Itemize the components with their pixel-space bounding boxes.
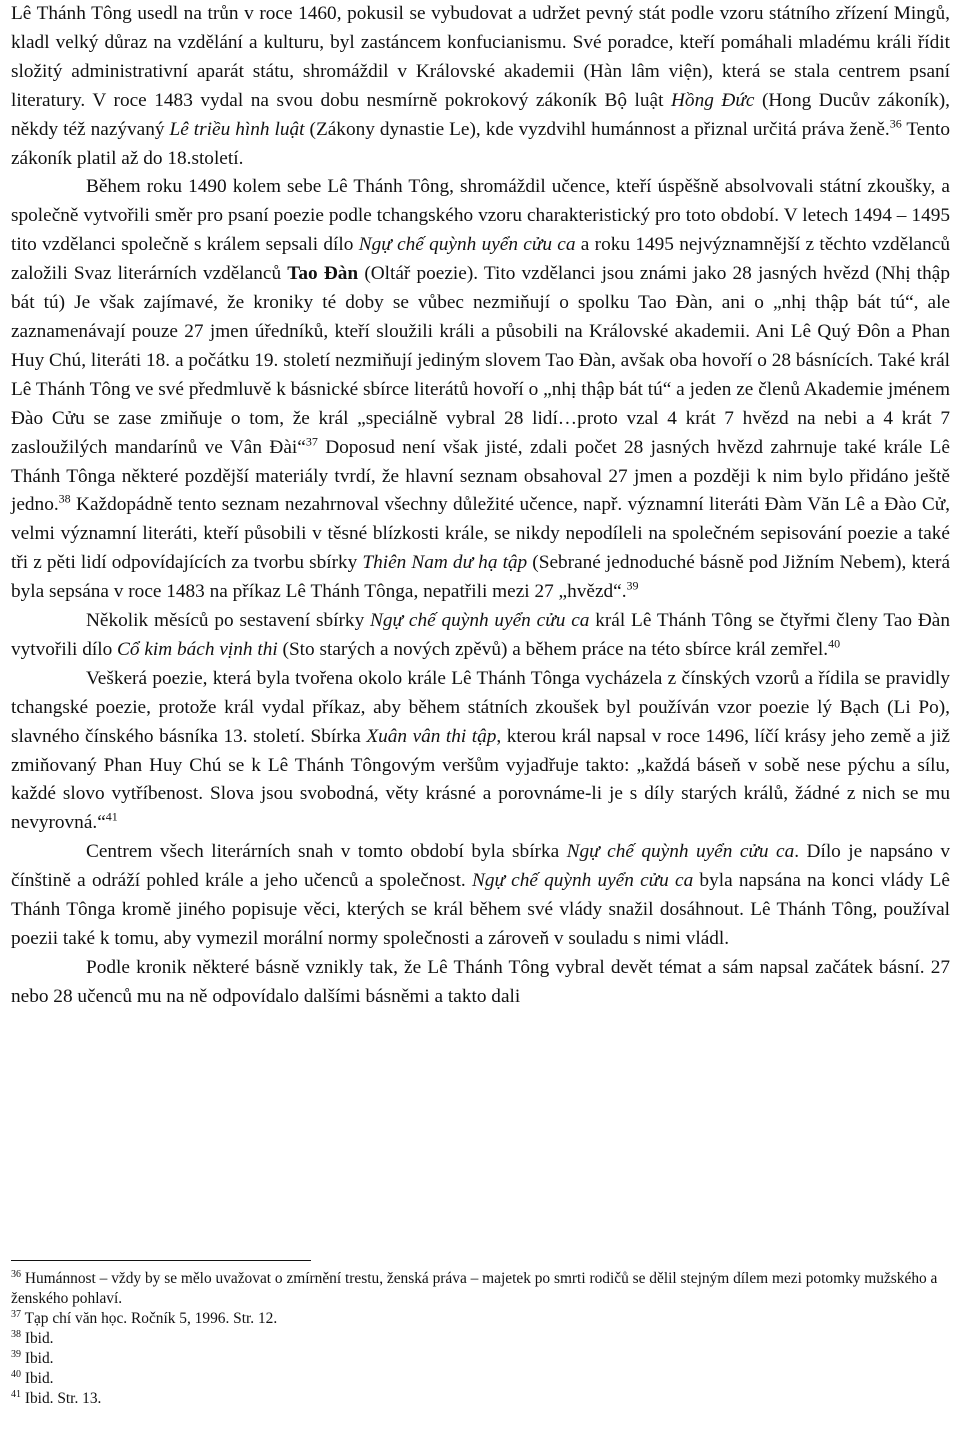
footnote-text: Ibid. Str. 13.	[24, 1390, 102, 1407]
footnote-number: 40	[11, 1368, 21, 1380]
text-run: (Sebrané jednoduché básně pod Jižním Nebem), která byla sepsána v roce 1483 na příkaz Lê Thánh Tônga, nepatřili mezi 27 „hvězd“.	[11, 552, 950, 603]
footnote-text: Ibid.	[24, 1350, 54, 1367]
footnote-ref: 37	[305, 434, 318, 449]
text-run: Lê Thánh Tông usedl na trůn v roce 1460, pokusil se vybudovat a udržet pevný stát podle vzoru státního zřízení Mingů, kladl velký důraz na vzdělání a kulturu, byl zastáncem konfucianismu. Své poradce, kteří pomáhali mladému králi řídit složitý administrativní aparát státu, shromáždil v Královské akademii (Hàn lâm viện), která se stala centrem psaní literatury. V roce 1483 vydal na svou dobu nesmírně pokrokový zákoník Bộ luật	[11, 3, 950, 111]
body-text	[11, 0, 950, 1012]
text-run: a roku 1495 nejvýznamnější z těchto vzdělanců založili Svaz literárních vzdělanců	[11, 234, 950, 285]
footnote-number: 36	[11, 1268, 21, 1280]
footnote-36	[11, 1269, 950, 1309]
text-run: Centrem všech literárních snah v tomto období byla sbírka	[86, 841, 567, 863]
italic-title: Lê triều hình luật	[169, 118, 305, 140]
footnote-ref: 40	[828, 636, 841, 651]
paragraph-5	[11, 838, 950, 954]
footnote-text: Ibid.	[24, 1330, 54, 1347]
footnote-divider	[11, 1260, 311, 1261]
italic-title: Thiên Nam dư hạ tập	[362, 552, 528, 574]
italic-title: Xuân vân thi tập	[366, 725, 497, 747]
text-run: (Hong Ducův zákoník), někdy též nazývaný	[11, 89, 950, 140]
bold-term: Tao Đàn	[287, 263, 359, 285]
footnote-39	[11, 1349, 950, 1369]
text-run: Doposud není však jisté, zdali počet 28 jasných hvězd zahrnuje také krále Lê Thánh Tônga některé pozdější materiály tvrdí, že hlavní seznam obsahoval 27 jmen a později k nim bylo přidáno ještě jedno.	[11, 436, 950, 516]
italic-title: Ngự chế quỳnh uyển cửu ca	[370, 610, 590, 632]
text-run: byla napsána na konci vlády Lê Thánh Tônga kromě jiného popisuje věci, kterých se král během své vlády snažil dosáhnout. Lê Thánh Tông, používal poezii také k tomu, aby vymezil morální normy společnosti a zároveň v souladu s nimi vládl.	[11, 870, 950, 949]
paragraph-3	[11, 607, 950, 665]
text-run: . Dílo je napsáno v čínštině a odráží pohled krále a jeho učenců a společnost.	[11, 841, 950, 892]
footnote-number: 39	[11, 1348, 21, 1360]
text-run: (Zákony dynastie Le), kde vyzdvihl humánnost a přiznal určitá práva ženě.	[304, 118, 890, 140]
text-run: Během roku 1490 kolem sebe Lê Thánh Tông, shromáždil učence, kteří úspěšně absolvovali státní zkoušky, a společně vytvořili směr pro psaní poezie podle tchangského vzoru charakteristický pro toto období. V letech 1494 – 1495 tito vzdělanci společně s králem sepsali dílo	[11, 176, 950, 256]
italic-title: Cổ kim bách vịnh thi	[117, 638, 278, 660]
footnote-37	[11, 1309, 950, 1329]
text-run: , kterou král napsal v roce 1496, líčí krásy jeho země a již zmiňovaný Phan Huy Chú se k Lê Thánh Tôngovým veršům vyjadřuje takto: „každá báseň v sobě nese pýchu a sílu, každé slovo vytříbenost. Slova jsou svobodná, věty krásné a porovnáme-li je s díly starých králů, žádné z nich se mu nevyrovná.“	[11, 725, 950, 834]
text-run: (Sto starých a nových zpěvů) a během práce na této sbírce král zemřel.	[277, 638, 829, 660]
footnote-ref: 38	[58, 491, 71, 506]
paragraph-4	[11, 665, 950, 838]
footnote-40	[11, 1369, 950, 1389]
paragraph-2	[11, 173, 950, 607]
text-run: Tento zákoník platil až do 18.století.	[11, 118, 950, 169]
paragraph-1	[11, 0, 950, 173]
italic-title: Hồng Đức	[671, 89, 755, 111]
text-run: (Oltář poezie). Tito vzdělanci jsou známi jako 28 jasných hvězd (Nhị thập bát tú) Je však zajímavé, že kroniky té doby se vůbec nezmiňují o spolku Tao Đàn, ani o „nhị thập bát tú“, ale zaznamenávají pouze 27 jmen úředníků, kteří sloužili králi a působili na Královské akademii. Ani Lê Quý Đôn a Phan Huy Chú, literáti 18. a počátku 19. století nezmiňují jediným slovem Tao Đàn, avšak oba hovoří o 28 básnících. Také král Lê Thánh Tông ve své předmluvě k básnické sbírce literátů hovoří o „nhị thập bát tú“ a jeden ze členů Akademie jménem Đào Cửu se zase zmiňuje o tom, že král „speciálně vybral 28 lidí…proto vzal 4 krát 7 hvězd na nebi a 4 krát 7 zasloužilých mandarínů ve Vân Đài“	[11, 263, 950, 458]
text-run: Několik měsíců po sestavení sbírky	[86, 610, 371, 632]
footnote-ref: 41	[105, 809, 118, 824]
italic-title: Ngự chế quỳnh uyển cửu ca	[471, 870, 694, 892]
text-run: Veškerá poezie, která byla tvořena okolo krále Lê Thánh Tônga vycházela z čínských vzorů a řídila se pravidly tchangské poezie, protože král vydal příkaz, aby během státních zkoušek byl používán vzor poezie lý Bạch (Li Po), slavného čínského básníka 13. století. Sbírka	[11, 667, 950, 747]
text-run: král Lê Thánh Tông se čtyřmi členy Tao Đàn vytvořili dílo	[11, 610, 950, 660]
footnote-text: Tạp chí văn học. Ročník 5, 1996. Str. 12.	[24, 1310, 278, 1327]
text-run: Každopádně tento seznam nezahrnoval všechny důležité učence, např. významní literáti Đàm Văn Lê a Đào Cử, velmi významní literáti, kteří působili v těsné blízkosti krále, se nikdy nepodíleli na společném sepisování poezie a také tři z pěti lidí odpovídajících za tvorbu sbírky	[11, 494, 950, 574]
footnote-ref: 36	[889, 116, 902, 131]
footnote-ref: 39	[626, 578, 639, 593]
footnote-38	[11, 1329, 950, 1349]
italic-title: Ngự chế quỳnh uyển cửu ca	[566, 841, 795, 863]
text-run: Podle kronik některé básně vznikly tak, že Lê Thánh Tông vybral devět témat a sám napsal začátek básní. 27 nebo 28 učenců mu na ně odpovídalo dalšími básněmi a takto dali	[11, 956, 950, 1007]
footnote-number: 38	[11, 1328, 21, 1340]
footnote-41	[11, 1389, 950, 1409]
footnote-number: 37	[11, 1308, 21, 1320]
italic-title: Ngự chế quỳnh uyển cửu ca	[358, 234, 576, 256]
footnote-text: Humánnost – vždy by se mělo uvažovat o zmírnění trestu, ženská práva – majetek po smrti rodičů se dělil stejným dílem mezi potomky mužského a ženského pohlaví.	[11, 1270, 938, 1307]
footnote-number: 41	[11, 1388, 21, 1400]
footnote-text: Ibid.	[24, 1370, 54, 1387]
paragraph-6	[11, 954, 950, 1012]
footnotes	[11, 1260, 950, 1409]
